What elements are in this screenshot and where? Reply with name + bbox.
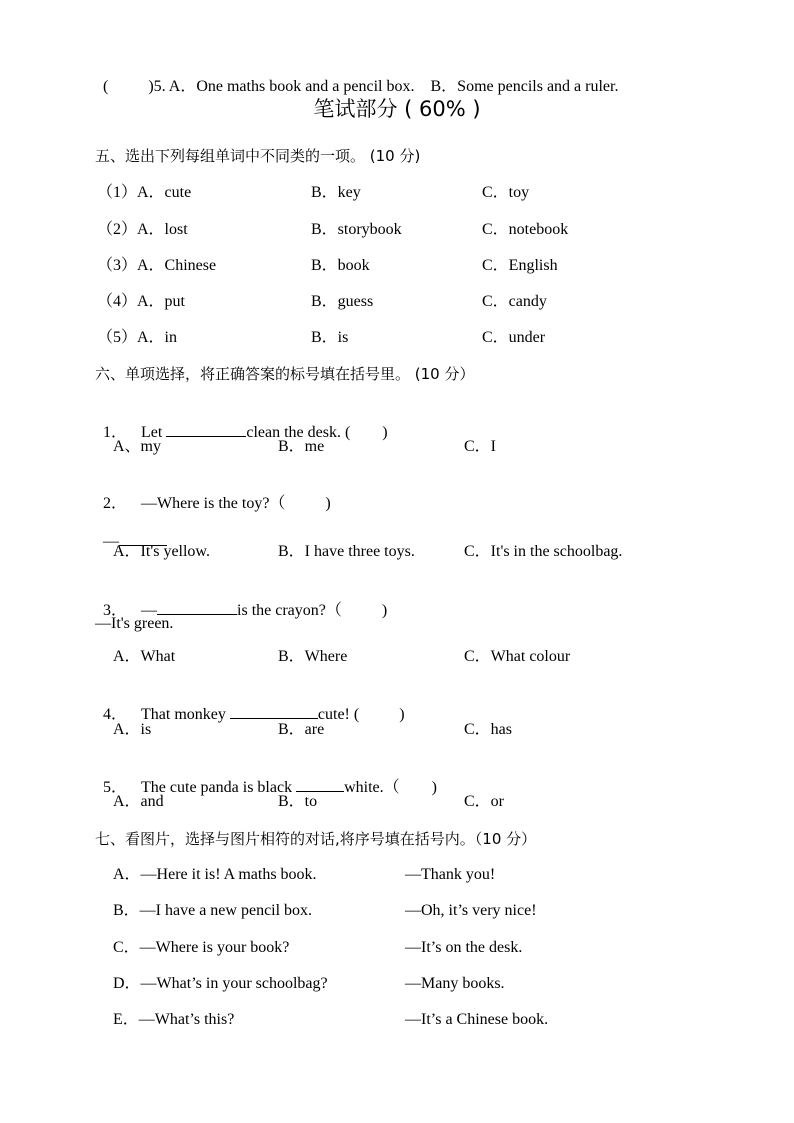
question-text-post: is the crayon?（ )	[237, 602, 388, 619]
question-text: —Where is the toy?（ )	[141, 495, 331, 512]
row-number: （1）	[97, 184, 138, 201]
row-number: （5）	[97, 329, 138, 346]
question-number: 4．	[103, 706, 128, 723]
row-number: （4）	[97, 293, 138, 310]
answer-blank	[296, 776, 344, 792]
dialogue-left: B．—I have a new pencil box.	[113, 902, 313, 919]
option-c: C．It's in the schoolbag.	[464, 543, 623, 560]
answer-blank	[230, 703, 318, 719]
answer-blank	[166, 421, 246, 437]
question-text-pre: —	[141, 602, 158, 619]
option-a: A．in	[137, 329, 178, 346]
dialogue-left: A．—Here it is! A maths book.	[113, 866, 317, 883]
dialogue-right: —Oh, it’s very nice!	[405, 902, 537, 919]
question-text-post: white.（ )	[344, 779, 437, 796]
question-text-post: clean the desk. ( )	[246, 424, 388, 441]
section7-heading: 七、看图片，选择与图片相符的对话,将序号填在括号内。（10 分）	[95, 830, 537, 848]
option-c: C．candy	[482, 293, 547, 310]
option-b: B．to	[278, 793, 318, 810]
option-a: A．cute	[137, 184, 192, 201]
dialogue-right: —Thank you!	[405, 866, 496, 883]
option-a: A．It's yellow.	[113, 543, 210, 560]
option-c: C．toy	[482, 184, 530, 201]
section5-heading: 五、选出下列每组单词中不同类的一项。 (10 分)	[95, 147, 421, 165]
dialogue-left: D．—What’s in your schoolbag?	[113, 975, 328, 992]
option-a: A．Chinese	[137, 257, 217, 274]
top-question-text: 5. A．One maths book and a pencil box. B．Some pencils and a ruler.	[153, 78, 619, 95]
option-a: A．and	[113, 793, 164, 810]
question-2	[95, 474, 331, 514]
option-b: B．I have three toys.	[278, 543, 415, 560]
option-b: B．storybook	[311, 221, 402, 238]
option-c: C．under	[482, 329, 546, 346]
row-number: （3）	[97, 257, 138, 274]
written-part-title: 笔试部分 ( 60% )	[313, 97, 481, 121]
option-b: B．is	[311, 329, 349, 346]
option-c: C．has	[464, 721, 513, 738]
option-a: A、my	[113, 438, 162, 455]
dialogue-right: —It’s a Chinese book.	[405, 1011, 549, 1028]
row-number: （2）	[97, 221, 138, 238]
question-number: 5．	[103, 779, 128, 796]
dialogue-left: C．—Where is your book?	[113, 939, 290, 956]
option-c: C．I	[464, 438, 497, 455]
option-b: B．guess	[311, 293, 374, 310]
question-text-pre: That monkey	[141, 706, 230, 723]
question-text-pre: The cute panda is black	[141, 779, 297, 796]
answer-paren: ( )	[103, 78, 154, 95]
option-a: A．put	[137, 293, 186, 310]
dialogue-left: E．—What’s this?	[113, 1011, 235, 1028]
option-b: B．book	[311, 257, 370, 274]
option-c: C．or	[464, 793, 505, 810]
option-c: C．What colour	[464, 648, 571, 665]
question-text-pre: Let	[141, 424, 167, 441]
option-c: C．notebook	[482, 221, 569, 238]
question-text-post: cute! ( )	[317, 706, 405, 723]
top-question	[95, 57, 618, 97]
reply-line: —It's green.	[95, 615, 174, 632]
question-4	[95, 683, 405, 725]
question-number: 3．	[103, 602, 128, 619]
reply-dash: —	[103, 533, 119, 550]
question-number: 2．	[103, 495, 128, 512]
question-number: 1．	[103, 424, 128, 441]
option-c: C．English	[482, 257, 558, 274]
option-b: B．me	[278, 438, 325, 455]
section6-heading: 六、单项选择，将正确答案的标号填在括号里。 (10 分）	[95, 365, 475, 383]
dialogue-right: —Many books.	[405, 975, 505, 992]
dialogue-right: —It’s on the desk.	[405, 939, 523, 956]
option-b: B．are	[278, 721, 325, 738]
option-a: A．What	[113, 648, 176, 665]
option-b: B．Where	[278, 648, 348, 665]
answer-blank	[157, 599, 237, 615]
option-a: A．is	[113, 721, 152, 738]
option-a: A．lost	[137, 221, 188, 238]
option-b: B．key	[311, 184, 361, 201]
